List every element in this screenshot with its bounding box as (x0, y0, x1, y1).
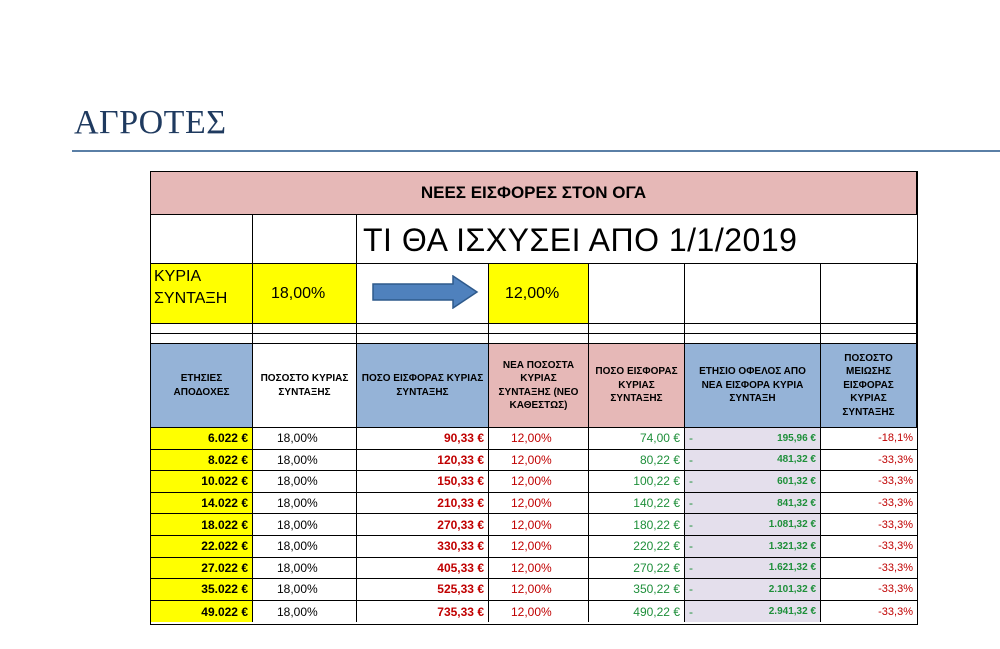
benefit-cell (685, 450, 821, 472)
old-pct-cell: 18,00% (253, 514, 357, 536)
reduction-cell: -33,3% (821, 579, 917, 601)
old-amount-cell: 735,33 € (357, 601, 489, 623)
new-pct-cell: 12,00% (489, 579, 589, 601)
income-cell: 10.022 € (151, 471, 253, 493)
benefit-dash: - (689, 539, 693, 554)
old-pct-cell: 18,00% (253, 471, 357, 493)
benefit-dash: - (689, 604, 693, 619)
spacer-cell (357, 334, 489, 344)
income-cell: 49.022 € (151, 601, 253, 623)
header-new-amount: ΠΟΣΟ ΕΙΣΦΟΡΑΣ ΚΥΡΙΑΣ ΣΥΝΤΑΞΗΣ (589, 344, 685, 428)
old-pct-cell: 18,00% (253, 558, 357, 580)
new-pct-cell: 12,00% (489, 450, 589, 472)
income-cell: 27.022 € (151, 558, 253, 580)
benefit-cell (685, 514, 821, 536)
benefit-value: 841,32 € (777, 497, 816, 509)
spacer-cell (151, 324, 253, 334)
benefit-value: 1.621,32 € (768, 562, 816, 574)
spacer-cell (489, 334, 589, 344)
benefit-value: 1.321,32 € (768, 540, 816, 552)
table-banner: ΝΕΕΣ ΕΙΣΦΟΡΕΣ ΣΤΟΝ ΟΓΑ (151, 172, 917, 215)
reduction-cell: -33,3% (821, 558, 917, 580)
benefit-dash: - (689, 517, 693, 532)
old-rate: 18,00% (253, 264, 357, 324)
old-pct-cell: 18,00% (253, 601, 357, 623)
old-amount-cell: 405,33 € (357, 558, 489, 580)
income-cell: 35.022 € (151, 579, 253, 601)
new-amount-cell: 180,22 € (589, 514, 685, 536)
table-subtitle: ΤΙ ΘΑ ΙΣΧΥΣΕΙ ΑΠΟ 1/1/2019 (363, 222, 798, 258)
benefit-value: 481,32 € (777, 454, 816, 466)
income-cell: 8.022 € (151, 450, 253, 472)
old-pct-cell: 18,00% (253, 536, 357, 558)
reduction-cell: -33,3% (821, 514, 917, 536)
reduction-cell: -33,3% (821, 450, 917, 472)
spacer-cell (685, 334, 821, 344)
spacer-cell (821, 334, 917, 344)
old-amount-cell: 210,33 € (357, 493, 489, 515)
new-amount-cell: 220,22 € (589, 536, 685, 558)
benefit-value: 195,96 € (777, 432, 816, 444)
new-amount-cell: 350,22 € (589, 579, 685, 601)
income-cell: 6.022 € (151, 428, 253, 450)
new-amount-cell: 100,22 € (589, 471, 685, 493)
spacer-cell (253, 334, 357, 344)
benefit-dash: - (689, 496, 693, 511)
benefit-cell (685, 536, 821, 558)
old-amount-cell: 525,33 € (357, 579, 489, 601)
benefit-value: 601,32 € (777, 475, 816, 487)
title-divider (72, 150, 1000, 152)
reduction-cell: -33,3% (821, 471, 917, 493)
empty-cell (589, 264, 685, 324)
spacer-cell (685, 324, 821, 334)
slide-title: ΑΓΡΟΤΕΣ (74, 104, 227, 141)
spacer-cell (589, 324, 685, 334)
new-rate: 12,00% (489, 264, 589, 324)
empty-cell (685, 264, 821, 324)
empty-cell (151, 215, 253, 264)
old-pct-cell: 18,00% (253, 428, 357, 450)
old-amount-cell: 90,33 € (357, 428, 489, 450)
old-amount-cell: 150,33 € (357, 471, 489, 493)
header-reduction: ΠΟΣΟΣΤΟ ΜΕΙΩΣΗΣ ΕΙΣΦΟΡΑΣ ΚΥΡΙΑΣ ΣΥΝΤΑΞΗΣ (821, 344, 917, 428)
kyria-label: ΚΥΡΙΑ ΣΥΝΤΑΞΗ (151, 264, 253, 324)
benefit-cell (685, 601, 821, 623)
spreadsheet-table (150, 171, 918, 625)
header-old-amount: ΠΟΣΟ ΕΙΣΦΟΡΑΣ ΚΥΡΙΑΣ ΣΥΝΤΑΞΗΣ (357, 344, 489, 428)
benefit-cell (685, 471, 821, 493)
new-pct-cell: 12,00% (489, 558, 589, 580)
reduction-cell: -33,3% (878, 605, 913, 618)
old-pct-cell: 18,00% (253, 579, 357, 601)
benefit-value: 2.941,32 € (768, 606, 816, 618)
spacer-cell (357, 324, 489, 334)
old-amount-cell: 330,33 € (357, 536, 489, 558)
old-pct-cell: 18,00% (253, 450, 357, 472)
benefit-cell (685, 428, 821, 450)
benefit-dash: - (689, 431, 693, 446)
benefit-cell (685, 493, 821, 515)
spacer-cell (253, 324, 357, 334)
spacer-cell (821, 324, 917, 334)
new-pct-cell: 12,00% (489, 514, 589, 536)
reduction-cell: -33,3% (821, 536, 917, 558)
benefit-dash: - (689, 582, 693, 597)
income-cell: 18.022 € (151, 514, 253, 536)
new-amount-cell: 74,00 € (589, 428, 685, 450)
new-pct-cell: 12,00% (489, 493, 589, 515)
new-pct-cell: 12,00% (489, 601, 589, 623)
empty-cell (821, 264, 917, 324)
new-amount-cell: 80,22 € (589, 450, 685, 472)
new-pct-cell: 12,00% (489, 428, 589, 450)
spacer-cell (589, 334, 685, 344)
header-old-pct: ΠΟΣΟΣΤΟ ΚΥΡΙΑΣ ΣΥΝΤΑΞΗΣ (253, 344, 357, 428)
benefit-dash: - (689, 474, 693, 489)
right-arrow-icon (371, 275, 479, 309)
income-cell: 14.022 € (151, 493, 253, 515)
benefit-value: 2.101,32 € (768, 583, 816, 595)
new-amount-cell: 490,22 € (589, 601, 685, 623)
benefit-cell (685, 558, 821, 580)
old-pct-cell: 18,00% (253, 493, 357, 515)
new-amount-cell: 270,22 € (589, 558, 685, 580)
spacer-cell (489, 324, 589, 334)
new-pct-cell: 12,00% (489, 536, 589, 558)
old-amount-cell: 270,33 € (357, 514, 489, 536)
new-pct-cell: 12,00% (489, 471, 589, 493)
income-cell: 22.022 € (151, 536, 253, 558)
reduction-cell: -33,3% (821, 493, 917, 515)
benefit-value: 1.081,32 € (768, 519, 816, 531)
reduction-cell: -18,1% (821, 428, 917, 450)
benefit-cell (685, 579, 821, 601)
empty-cell (253, 215, 357, 264)
benefit-dash: - (689, 452, 693, 467)
header-new-pct: ΝΕΑ ΠΟΣΟΣΤΑ ΚΥΡΙΑΣ ΣΥΝΤΑΞΗΣ (ΝΕΟ ΚΑΘΕΣΤΩΣ) (489, 344, 589, 428)
new-amount-cell: 140,22 € (589, 493, 685, 515)
benefit-dash: - (689, 560, 693, 575)
spacer-cell (151, 334, 253, 344)
header-benefit: ΕΤΗΣΙΟ ΟΦΕΛΟΣ ΑΠΟ ΝΕΑ ΕΙΣΦΟΡΑ ΚΥΡΙΑ ΣΥΝΤΑΞΗ (685, 344, 821, 428)
header-income: ΕΤΗΣΙΕΣ ΑΠΟΔΟΧΕΣ (151, 344, 253, 428)
old-amount-cell: 120,33 € (357, 450, 489, 472)
